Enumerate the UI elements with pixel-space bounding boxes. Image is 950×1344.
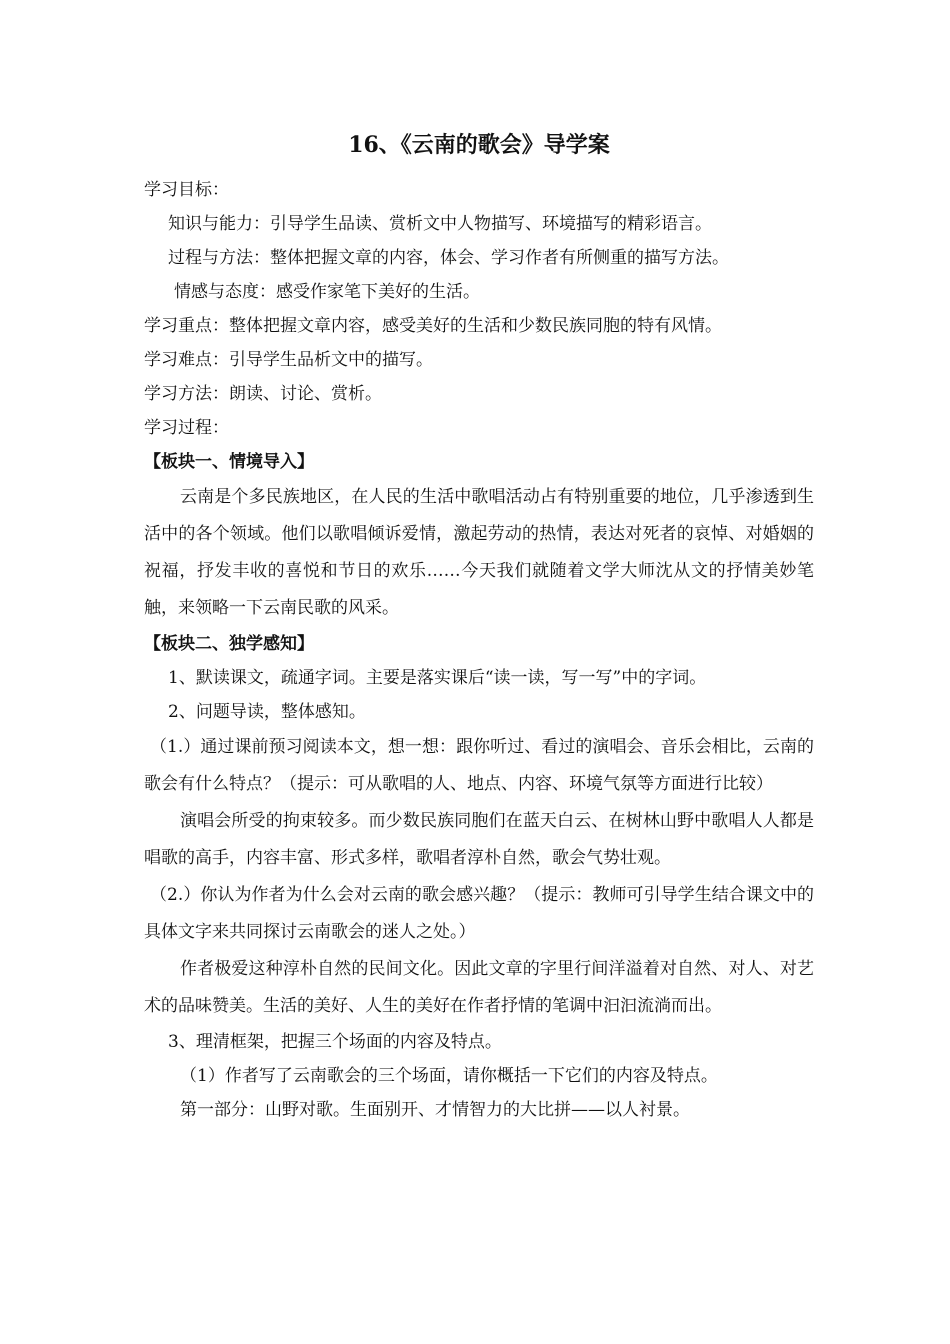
- question-3: （1）作者写了云南歌会的三个场面，请你概括一下它们的内容及特点。: [180, 1066, 718, 1086]
- part-1: 第一部分：山野对歌。生面别开、才情智力的大比拼——以人衬景。: [180, 1100, 690, 1120]
- question-1: （1.）通过课前预习阅读本文，想一想：跟你听过、看过的演唱会、音乐会相比，云南的歌会有什么特点？（提示：可从歌唱的人、地点、内容、环境气氛等方面进行比较）: [144, 737, 814, 794]
- goal-emotion: 情感与态度：感受作家笔下美好的生活。: [174, 282, 480, 302]
- section1-heading: 【板块一、情境导入】: [144, 452, 314, 472]
- study-method: 学习方法：朗读、讨论、赏析。: [144, 384, 382, 404]
- item-3: 3、理清框架，把握三个场面的内容及特点。: [168, 1032, 502, 1052]
- study-focus: 学习重点：整体把握文章内容，感受美好的生活和少数民族同胞的特有风情。: [144, 316, 722, 336]
- study-difficulty: 学习难点：引导学生品析文中的描写。: [144, 350, 433, 370]
- document-body: [144, 128, 814, 1127]
- goal-knowledge: 知识与能力：引导学生品读、赏析文中人物描写、环境描写的精彩语言。: [168, 214, 712, 234]
- section1-paragraph: 云南是个多民族地区，在人民的生活中歌唱活动占有特别重要的地位，几乎渗透到生活中的各个领域。他们以歌唱倾诉爱情，激起劳动的热情，表达对死者的哀悼、对婚姻的祝福，抒发丰收的喜悦和节日的欢乐……今天我们就随着文学大师沈从文的抒情美妙笔触，来领略一下云南民歌的风采。: [144, 487, 814, 618]
- process-heading: 学习过程：: [144, 418, 229, 438]
- item-1: 1、默读课文，疏通字词。主要是落实课后“读一读，写一写”中的字词。: [168, 668, 707, 688]
- page-title: 16、《云南的歌会》导学案: [348, 132, 610, 158]
- goal-process: 过程与方法：整体把握文章的内容，体会、学习作者有所侧重的描写方法。: [168, 248, 729, 268]
- section2-heading: 【板块二、独学感知】: [144, 634, 314, 654]
- goals-heading: 学习目标：: [144, 180, 229, 200]
- answer-2: 作者极爱这种淳朴自然的民间文化。因此文章的字里行间洋溢着对自然、对人、对艺术的品味赞美。生活的美好、人生的美好在作者抒情的笔调中汩汩流淌而出。: [144, 959, 814, 1016]
- answer-1: 演唱会所受的拘束较多。而少数民族同胞们在蓝天白云、在树林山野中歌唱人人都是唱歌的高手，内容丰富、形式多样，歌唱者淳朴自然，歌会气势壮观。: [144, 811, 814, 868]
- question-2: （2.）你认为作者为什么会对云南的歌会感兴趣？（提示：教师可引导学生结合课文中的具体文字来共同探讨云南歌会的迷人之处。）: [144, 885, 814, 942]
- item-2: 2、问题导读，整体感知。: [168, 702, 366, 722]
